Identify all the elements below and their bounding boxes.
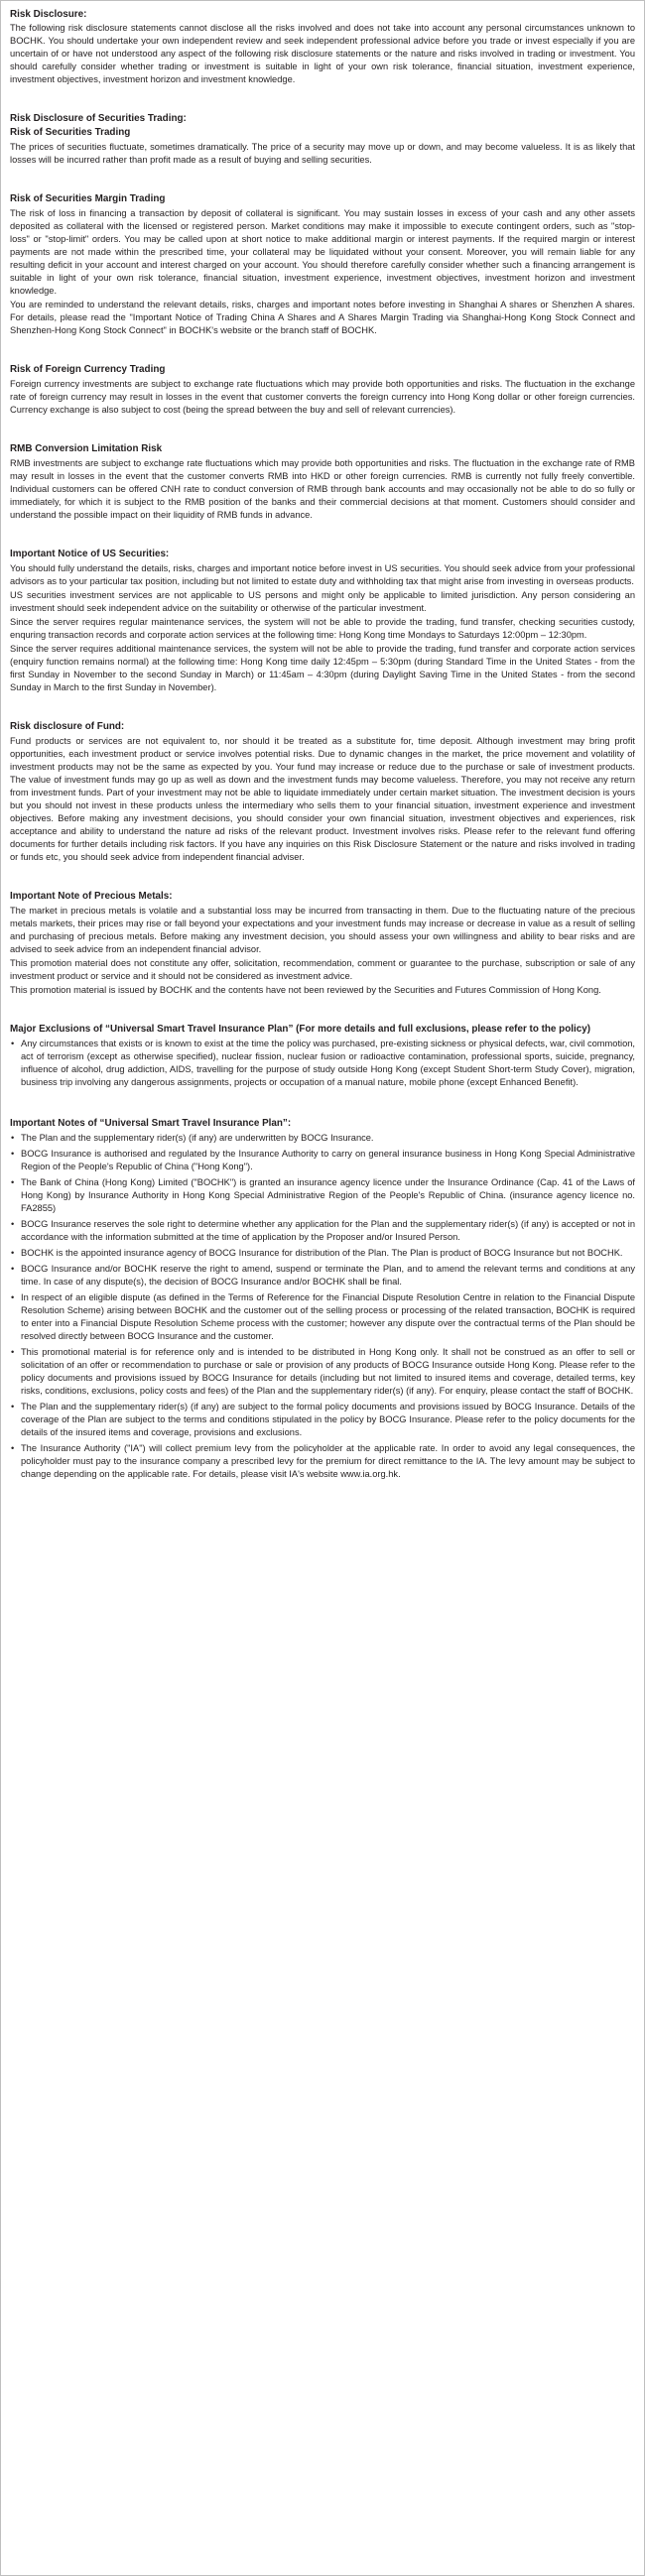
important-notes-item-text: BOCG Insurance reserves the sole right to determine whether any application for the Plan and the supplementary rider(s) (if any) is accepted or not in accordance with the information submitted at the time of application by the Proposer and/or Insured Person. bbox=[21, 1219, 635, 1242]
important-notes-item-text: The Insurance Authority ("IA") will collect premium levy from the policyholder at the applicable rate. In order to avoid any legal consequences, the policyholder must pay to the insurance company a prescribed levy for the premium for direct remittance to the IA. The levy amount may be subject to change depending on the applicable rate. For details, please visit IA's website www.ia.org.hk. bbox=[21, 1443, 635, 1479]
bullet-icon: • bbox=[11, 1177, 15, 1187]
bullet-icon: • bbox=[11, 1248, 15, 1258]
important-notes-section bbox=[10, 1117, 635, 1481]
important-notes-item bbox=[10, 1148, 635, 1173]
precious-metals-heading: Important Note of Precious Metals: bbox=[10, 891, 173, 902]
important-notes-item-text: BOCHK is the appointed insurance agency of BOCG Insurance for distribution of the Plan. The Plan is product of BOCG Insurance but not BOCHK. bbox=[21, 1248, 623, 1258]
important-notes-item bbox=[10, 1263, 635, 1288]
bullet-icon: • bbox=[11, 1219, 15, 1229]
securities-trading-section bbox=[10, 112, 635, 167]
us-securities-text-4: Since the server requires additional maintenance services, the system will not be able to provide the trading, fund transfer and corporate action services (enquiry function remains normal) at the following time: Hong Kong time daily 12:45pm – 5:30pm (during Standard Time in the United States - from the first Sunday in November to the second Sunday in March) or 11:45am – 4:30pm (during Daylight Saving Time in the United States - from the second Sunday in March to the first Sunday in November). bbox=[10, 644, 635, 692]
important-notes-item bbox=[10, 1132, 635, 1145]
precious-metals-text-1: The market in precious metals is volatile and a substantial loss may be incurred from transacting in them. Due to the fluctuating nature of the precious metals markets, their prices may rise or fall beyond your expectations and your investment funds may increase or decrease in value as a result of selling and purchasing of precious metals. Before making any investment decision, you should assess your own willingness and ability to bear risks and are advised to seek advice from an independent financial advisor. bbox=[10, 906, 635, 954]
securities-trading-text: The prices of securities fluctuate, sometimes dramatically. The price of a security may move up or down, and may become valueless. It is as likely that losses will be incurred rather than profit made as a result of buying and selling securities. bbox=[10, 142, 635, 165]
exclusions-heading: Major Exclusions of “Universal Smart Travel Insurance Plan” (For more details and full exclusions, please refer to the policy) bbox=[10, 1024, 590, 1035]
fund-text: Fund products or services are not equivalent to, nor should it be treated as a substitute for, time deposit. Although investment may bring profit opportunities, each investment product or service involves potential risks. Due to dynamic changes in the market, the price movement and volatility of investment products may not be the same as expected by you. Your fund may increase or reduce due to the purchase or sale of investment products. The value of investment funds may go up as well as down and the investment funds may become valueless. Therefore, you may not receive any return from investment funds. Part of your investment may not be able to liquidate immediately under certain market situation. The investment decision is yours but you should not invest in these products unless the intermediary who sells them to your financial situation, investment experience and investment objectives. Before making any investment decisions, you should consider your own financial situation, investment objectives and experiences, risk acceptance and ability to understand the nature ad risks of the relevant product. Investment involves risks. Please refer to the relevant fund offering documents for further details including risk factors. If you have any inquiries on this Risk Disclosure Statement or the nature and risks involved in trading or funds etc, you should seek advice from independent financial adviser. bbox=[10, 736, 635, 862]
important-notes-list bbox=[10, 1132, 635, 1481]
rmb-conversion-section bbox=[10, 442, 635, 522]
important-notes-item bbox=[10, 1346, 635, 1398]
important-notes-item bbox=[10, 1176, 635, 1215]
important-notes-item bbox=[10, 1401, 635, 1439]
fund-section bbox=[10, 720, 635, 864]
risk-disclosure-text: The following risk disclosure statements cannot disclose all the risks involved and does not take into account any personal circumstances unknown to BOCHK. You should undertake your own independent review and seek independent professional advice before you trade or invest especially if you are uncertain of or have not understood any aspect of the following risk disclosure statements or the nature and risks involved in trading or investment. You should carefully consider whether trading or investment is suitable in light of your own risk tolerance, financial situation, investment experience, investment objectives, investment horizon and investment knowledge. bbox=[10, 23, 635, 84]
important-notes-item-text: BOCG Insurance is authorised and regulated by the Insurance Authority to carry on general insurance business in Hong Kong Special Administrative Region of the People's Republic of China ("Hong Kong"). bbox=[21, 1149, 635, 1171]
us-securities-section bbox=[10, 548, 635, 694]
important-notes-item bbox=[10, 1218, 635, 1244]
bullet-icon: • bbox=[11, 1292, 15, 1302]
bullet-icon: • bbox=[11, 1149, 15, 1159]
rmb-conversion-heading: RMB Conversion Limitation Risk bbox=[10, 443, 163, 454]
bullet-icon: • bbox=[11, 1443, 15, 1453]
exclusions-item bbox=[10, 1038, 635, 1089]
important-notes-item-text: BOCG Insurance and/or BOCHK reserve the right to amend, suspend or terminate the Plan, and to amend the relevant terms and conditions at any time. In case of any dispute(s), the decision of BOCG Insurance and/or BOCHK shall be final. bbox=[21, 1264, 635, 1287]
important-notes-item-text: The Bank of China (Hong Kong) Limited ("BOCHK") is granted an insurance agency licence under the Insurance Ordinance (Cap. 41 of the Laws of Hong Kong) by Insurance Authority in Hong Kong Special Administrative Region of the People's Republic of China. (insurance agency licence no. FA2855) bbox=[21, 1177, 635, 1213]
important-notes-item-text: In respect of an eligible dispute (as defined in the Terms of Reference for the Financial Dispute Resolution Centre in relation to the Financial Dispute Resolution Scheme) arising between BOCHK and the customer out of the selling process or processing of the related transaction, BOCHK is required to enter into a Financial Dispute Resolution Scheme process with the customer; however any dispute over the contractual terms of the Plan should be resolved directly between BOCG Insurance and the customer. bbox=[21, 1292, 635, 1341]
important-notes-item-text: This promotional material is for reference only and is intended to be distributed in Hong Kong only. It shall not be construed as an offer to sell or solicitation of an offer or recommendation to purchase or sale or provision of any products of BOCG Insurance outside Hong Kong. Please refer to the policy documents and provisions issued by BOCG Insurance for details (including but not limited to insured items and coverage, detailed terms, key risks, conditions, exclusions, policy costs and fees) of the Plan and the supplementary rider(s) (if any). For enquiry, please contact the staff of BOCHK. bbox=[21, 1347, 635, 1396]
us-securities-text-3: Since the server requires regular maintenance services, the system will not be able to provide the trading, fund transfer, checking securities custody, enquring transaction records and corporate action services at the following time: Hong Kong time Mondays to Saturdays 12:00pm – 12:30pm. bbox=[10, 617, 635, 640]
precious-metals-text-2: This promotion material does not constitute any offer, solicitation, recommendation, comment or guarantee to the purchase, subscription or sale of any investment product or service and it should not be considered as investment advice. bbox=[10, 958, 635, 981]
precious-metals-text-3: This promotion material is issued by BOCHK and the contents have not been reviewed by the Securities and Futures Commission of Hong Kong. bbox=[10, 985, 601, 995]
rmb-conversion-text: RMB investments are subject to exchange rate fluctuations which may provide both opportunities and risks. The fluctuation in the exchange rate of RMB may result in losses in the event that the customer converts RMB into HKD or other foreign currencies. RMB is currently not fully freely convertible. Individual customers can be offered CNH rate to conduct conversion of RMB through bank accounts and may occasionally not be able to do so fully or immediately, for which it is subject to the RMB position of the banks and their commercial decisions at that moment. Customers should consider and understand the possible impact on their liquidity of RMB funds in advance. bbox=[10, 458, 635, 520]
bullet-icon: • bbox=[11, 1264, 15, 1274]
margin-trading-section bbox=[10, 192, 635, 337]
important-notes-item-text: The Plan and the supplementary rider(s) (if any) are underwritten by BOCG Insurance. bbox=[21, 1133, 374, 1143]
foreign-currency-text: Foreign currency investments are subject to exchange rate fluctuations which may provide both opportunities and risks. The fluctuation in the exchange rate of foreign currency may result in losses in the event that customer converts the foreign currency into Hong Kong dollar or other foreign currencies. Currency exchange is also subject to cost (being the spread between the buy and sell of relevant currencies). bbox=[10, 379, 635, 415]
important-notes-item bbox=[10, 1442, 635, 1481]
fund-heading: Risk disclosure of Fund: bbox=[10, 721, 125, 732]
bullet-icon: • bbox=[11, 1133, 15, 1143]
margin-trading-heading: Risk of Securities Margin Trading bbox=[10, 193, 166, 204]
important-notes-heading: Important Notes of “Universal Smart Travel Insurance Plan”: bbox=[10, 1118, 292, 1129]
securities-trading-heading: Risk Disclosure of Securities Trading: bbox=[10, 113, 187, 124]
us-securities-heading: Important Notice of US Securities: bbox=[10, 549, 170, 559]
risk-disclosure-heading: Risk Disclosure: bbox=[10, 9, 87, 20]
important-notes-item bbox=[10, 1247, 635, 1260]
important-notes-item-text: The Plan and the supplementary rider(s) (if any) are subject to the formal policy documents and provisions issued by BOCG Insurance. Details of the coverage of the Plan are subject to the terms and conditions stipulated in the policy by BOCG Insurance. Please refer to the policy documents for the details of the insured items and coverage, provisions and exclusions. bbox=[21, 1402, 635, 1437]
exclusions-section bbox=[10, 1023, 635, 1089]
exclusions-list bbox=[10, 1038, 635, 1089]
us-securities-text-2: US securities investment services are not applicable to US persons and might only be applicable to limited jurisdiction. Any person considering an investment should seek independent advice on the suitability or otherwise of the particular investment. bbox=[10, 590, 635, 613]
exclusions-item-text: Any circumstances that exists or is known to exist at the time the policy was purchased, pre-existing sickness or physical defects, war, civil commotion, act of terrorism (except as otherwise specified), nuclear fission, nuclear fusion or radioactive contamination, professional sports, suicide, pregnancy, influence of alcohol, drug addiction, AIDS, travelling for the purpose of study outside Hong Kong (except Student Short-term Study Cover), migration, business trip involving any dangerous assignments, projects or occupation of a manual nature, mobile phone (except Enhanced Benefit). bbox=[21, 1039, 636, 1087]
securities-trading-subheading: Risk of Securities Trading bbox=[10, 127, 131, 138]
foreign-currency-section bbox=[10, 363, 635, 417]
bullet-icon: • bbox=[11, 1402, 15, 1411]
bullet-icon: • bbox=[11, 1039, 15, 1048]
foreign-currency-heading: Risk of Foreign Currency Trading bbox=[10, 364, 166, 375]
risk-disclosure-section bbox=[10, 8, 635, 86]
margin-trading-text-2: You are reminded to understand the relevant details, risks, charges and important notes before investing in Shanghai A shares or Shenzhen A shares. For details, please read the "Important Notice of Trading China A Shares and A Shares Margin Trading via Shanghai-Hong Kong Stock Connect and Shenzhen-Hong Kong Stock Connect" in BOCHK's website or the branch staff of BOCHK. bbox=[10, 300, 635, 335]
us-securities-text-1: You should fully understand the details, risks, charges and important notice before invest in US securities. You should seek advice from your professional advisors as to your particular tax position, including but not limited to estate duty and withholding tax that might arise from investing in overseas products. bbox=[10, 563, 635, 586]
precious-metals-section bbox=[10, 890, 635, 997]
bullet-icon: • bbox=[11, 1347, 15, 1357]
important-notes-item bbox=[10, 1291, 635, 1343]
margin-trading-text-1: The risk of loss in financing a transaction by deposit of collateral is significant. You may sustain losses in excess of your cash and any other assets deposited as collateral with the licensed or registered person. Market conditions may make it impossible to execute contingent orders, such as "stop-loss" or "stop-limit" orders. You may be called upon at short notice to make additional margin or interest payments. If the required margin or interest payments are not made within the prescribed time, your collateral may be liquidated without your consent. Moreover, you will remain liable for any resulting deficit in your account and interest charged on your account. You should therefore carefully consider whether such a financing arrangement is suitable in light of your own risk tolerance, financial situation, investment experience, investment objectives, investment horizon and investment knowledge. bbox=[10, 208, 635, 296]
